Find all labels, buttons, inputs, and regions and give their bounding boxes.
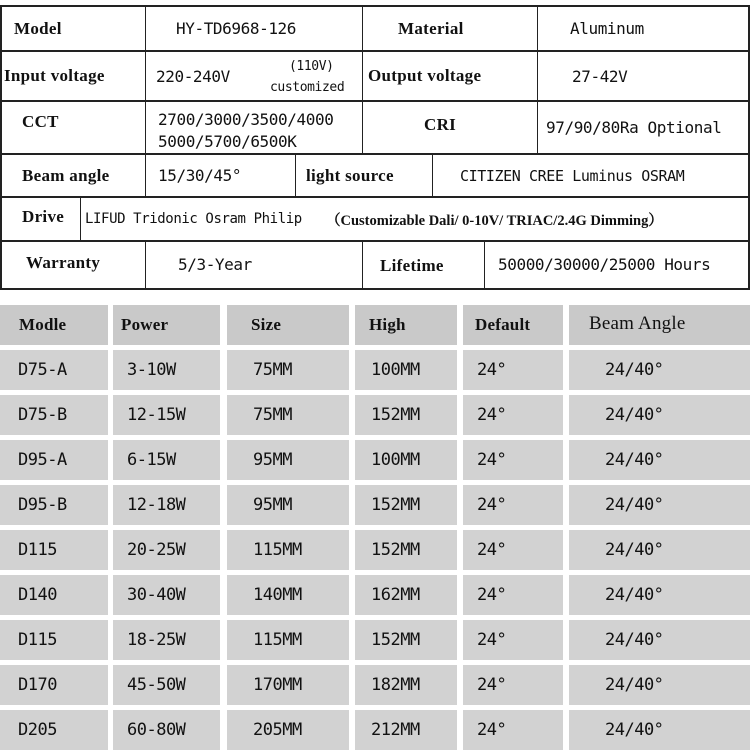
cri-label: CRI	[424, 115, 457, 134]
table-row	[0, 395, 750, 435]
spec-table	[0, 0, 750, 290]
spec-border	[0, 5, 2, 290]
size-cell: 115MM	[227, 530, 349, 570]
lifetime-label: Lifetime	[380, 256, 444, 275]
model-cell: D95-B	[0, 485, 108, 525]
drive-label: Drive	[22, 207, 65, 226]
power-cell: 3-10W	[113, 350, 220, 390]
spec-divider	[537, 51, 538, 101]
size-cell: 205MM	[227, 710, 349, 750]
input-voltage-note: (110V)	[289, 58, 334, 74]
spec-divider	[537, 101, 538, 154]
model-cell: D75-A	[0, 350, 108, 390]
table-row	[0, 440, 750, 480]
high-cell: 152MM	[355, 395, 457, 435]
beam-angle-cell: 24/40°	[569, 665, 750, 705]
input-voltage-value: 220-240V	[156, 66, 230, 86]
spec-divider	[145, 241, 146, 289]
table-row	[0, 575, 750, 615]
model-table	[0, 305, 750, 750]
beam-angle-cell: 24/40°	[569, 440, 750, 480]
table-row	[0, 665, 750, 705]
model-cell: D205	[0, 710, 108, 750]
high-cell: 152MM	[355, 530, 457, 570]
model-cell: D95-A	[0, 440, 108, 480]
column-header: Power	[113, 305, 220, 345]
size-cell: 115MM	[227, 620, 349, 660]
spec-divider	[537, 5, 538, 51]
spec-divider	[80, 197, 81, 241]
power-cell: 6-15W	[113, 440, 220, 480]
high-cell: 152MM	[355, 620, 457, 660]
model-cell: D115	[0, 620, 108, 660]
drive-value: LIFUD Tridonic Osram Philip	[85, 211, 302, 227]
cct-value: 5000/5700/6500K	[158, 131, 297, 151]
model-label: Model	[14, 18, 62, 38]
model-cell: D115	[0, 530, 108, 570]
table-header-row	[0, 305, 750, 345]
beam-angle-cell: 24/40°	[569, 485, 750, 525]
warranty-value: 5/3-Year	[178, 254, 252, 274]
power-cell: 18-25W	[113, 620, 220, 660]
table-row	[0, 710, 750, 750]
power-cell: 12-15W	[113, 395, 220, 435]
power-cell: 30-40W	[113, 575, 220, 615]
model-cell: D75-B	[0, 395, 108, 435]
drive-dimming-note: （Customizable Dali/ 0-10V/ TRIAC/2.4G Dimming）	[326, 212, 663, 229]
power-cell: 20-25W	[113, 530, 220, 570]
beam-angle-cell: 24/40°	[569, 575, 750, 615]
output-voltage-label: Output voltage	[368, 66, 482, 85]
spec-divider	[145, 154, 146, 197]
default-angle-cell: 24°	[463, 440, 563, 480]
cri-value: 97/90/80Ra Optional	[546, 117, 722, 137]
default-angle-cell: 24°	[463, 665, 563, 705]
beam-angle-cell: 24/40°	[569, 620, 750, 660]
column-header: Beam Angle	[569, 305, 750, 345]
cct-value: 2700/3000/3500/4000	[158, 109, 334, 129]
spec-divider	[362, 101, 363, 154]
high-cell: 152MM	[355, 485, 457, 525]
size-cell: 75MM	[227, 395, 349, 435]
power-cell: 45-50W	[113, 665, 220, 705]
size-cell: 95MM	[227, 485, 349, 525]
beam-angle-cell: 24/40°	[569, 530, 750, 570]
default-angle-cell: 24°	[463, 710, 563, 750]
default-angle-cell: 24°	[463, 395, 563, 435]
model-cell: D170	[0, 665, 108, 705]
table-row	[0, 530, 750, 570]
column-header: Size	[227, 305, 349, 345]
beam-angle-cell: 24/40°	[569, 350, 750, 390]
default-angle-cell: 24°	[463, 485, 563, 525]
spec-divider	[484, 241, 485, 289]
power-cell: 60-80W	[113, 710, 220, 750]
table-row	[0, 620, 750, 660]
size-cell: 140MM	[227, 575, 349, 615]
default-angle-cell: 24°	[463, 620, 563, 660]
output-voltage-value: 27-42V	[572, 66, 628, 86]
default-angle-cell: 24°	[463, 530, 563, 570]
spec-divider	[432, 154, 433, 197]
power-cell: 12-18W	[113, 485, 220, 525]
spec-divider	[145, 5, 146, 51]
high-cell: 162MM	[355, 575, 457, 615]
table-row	[0, 485, 750, 525]
spec-divider	[362, 241, 363, 289]
size-cell: 170MM	[227, 665, 349, 705]
default-angle-cell: 24°	[463, 350, 563, 390]
size-cell: 75MM	[227, 350, 349, 390]
beam-angle-cell: 24/40°	[569, 395, 750, 435]
column-header: Default	[463, 305, 563, 345]
model-value: HY-TD6968-126	[176, 19, 297, 38]
spec-divider	[362, 51, 363, 101]
high-cell: 100MM	[355, 440, 457, 480]
spec-divider	[145, 51, 146, 101]
column-header: Modle	[0, 305, 108, 345]
spec-divider	[295, 154, 296, 197]
cct-label: CCT	[22, 112, 59, 131]
column-header: High	[355, 305, 457, 345]
default-angle-cell: 24°	[463, 575, 563, 615]
beam-angle-value: 15/30/45°	[158, 166, 242, 185]
warranty-label: Warranty	[26, 253, 101, 272]
light-source-value: CITIZEN CREE Luminus OSRAM	[460, 166, 685, 185]
spec-border	[0, 288, 750, 290]
input-voltage-label: Input voltage	[4, 66, 105, 85]
high-cell: 182MM	[355, 665, 457, 705]
table-row	[0, 350, 750, 390]
spec-divider	[362, 5, 363, 51]
high-cell: 212MM	[355, 710, 457, 750]
material-value: Aluminum	[570, 19, 644, 38]
beam-angle-label: Beam angle	[22, 165, 110, 185]
high-cell: 100MM	[355, 350, 457, 390]
light-source-label: light source	[306, 165, 394, 185]
lifetime-value: 50000/30000/25000 Hours	[498, 254, 711, 274]
size-cell: 95MM	[227, 440, 349, 480]
material-label: Material	[398, 18, 464, 38]
beam-angle-cell: 24/40°	[569, 710, 750, 750]
input-voltage-note: customized	[270, 79, 345, 95]
spec-divider	[145, 101, 146, 154]
model-cell: D140	[0, 575, 108, 615]
